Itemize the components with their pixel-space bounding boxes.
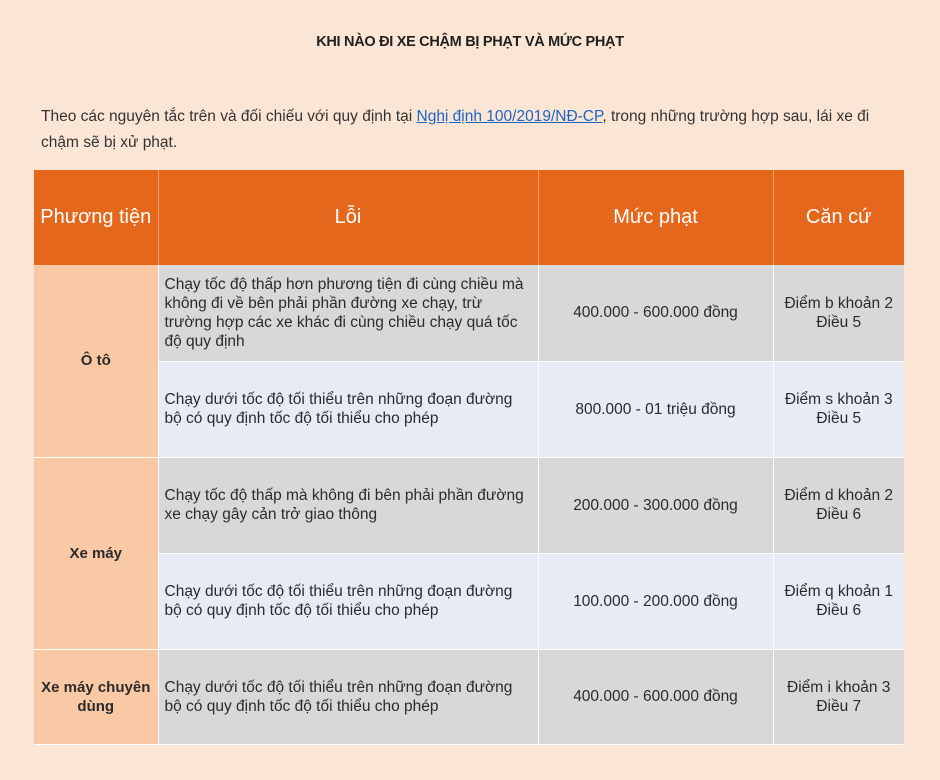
header-basis: Căn cứ — [773, 170, 904, 265]
header-fine: Mức phạt — [538, 170, 773, 265]
error-cell: Chạy dưới tốc độ tối thiểu trên những đoạn đường bộ có quy định tốc độ tối thiểu cho phép — [158, 649, 538, 744]
intro-paragraph — [41, 104, 911, 156]
fine-cell: 100.000 - 200.000 đồng — [538, 553, 773, 649]
error-cell: Chạy tốc độ thấp hơn phương tiện đi cùng chiều mà không đi về bên phải phần đường xe chạy, trừ trường hợp các xe khác đi cùng chiều chạy quá tốc độ quy định — [158, 265, 538, 361]
table-row — [34, 457, 904, 553]
error-cell: Chạy dưới tốc độ tối thiểu trên những đoạn đường bộ có quy định tốc độ tối thiểu cho phép — [158, 553, 538, 649]
intro-text-after: , trong những trường hợp sau, lái xe đi chậm sẽ bị xử phạt. — [41, 107, 870, 151]
table-row — [34, 361, 904, 457]
basis-cell: Điểm s khoản 3 Điều 5 — [773, 361, 904, 457]
decree-link[interactable]: Nghị định 100/2019/NĐ-CP — [416, 107, 603, 125]
table-header-row — [34, 170, 904, 265]
header-vehicle: Phương tiện — [34, 170, 158, 265]
vehicle-cell: Xe máy chuyên dùng — [34, 649, 158, 744]
basis-cell: Điểm q khoản 1 Điều 6 — [773, 553, 904, 649]
fine-cell: 200.000 - 300.000 đồng — [538, 457, 773, 553]
error-cell: Chạy tốc độ thấp mà không đi bên phải phần đường xe chạy gây cản trở giao thông — [158, 457, 538, 553]
table-row — [34, 553, 904, 649]
header-error: Lỗi — [158, 170, 538, 265]
fine-cell: 800.000 - 01 triệu đồng — [538, 361, 773, 457]
basis-cell: Điểm d khoản 2 Điều 6 — [773, 457, 904, 553]
table-row — [34, 265, 904, 361]
fine-cell: 400.000 - 600.000 đồng — [538, 649, 773, 744]
basis-cell: Điểm b khoản 2 Điều 5 — [773, 265, 904, 361]
fine-table — [34, 170, 904, 745]
table-row — [34, 649, 904, 744]
intro-text-before: Theo các nguyên tắc trên và đối chiếu với quy định tại — [41, 107, 417, 125]
page-title: KHI NÀO ĐI XE CHẬM BỊ PHẠT VÀ MỨC PHẠT — [316, 34, 624, 50]
error-cell: Chạy dưới tốc độ tối thiểu trên những đoạn đường bộ có quy định tốc độ tối thiểu cho phép — [158, 361, 538, 457]
vehicle-cell: Ô tô — [34, 265, 158, 457]
basis-cell: Điểm i khoản 3 Điều 7 — [773, 649, 904, 744]
fine-cell: 400.000 - 600.000 đồng — [538, 265, 773, 361]
vehicle-cell: Xe máy — [34, 457, 158, 649]
